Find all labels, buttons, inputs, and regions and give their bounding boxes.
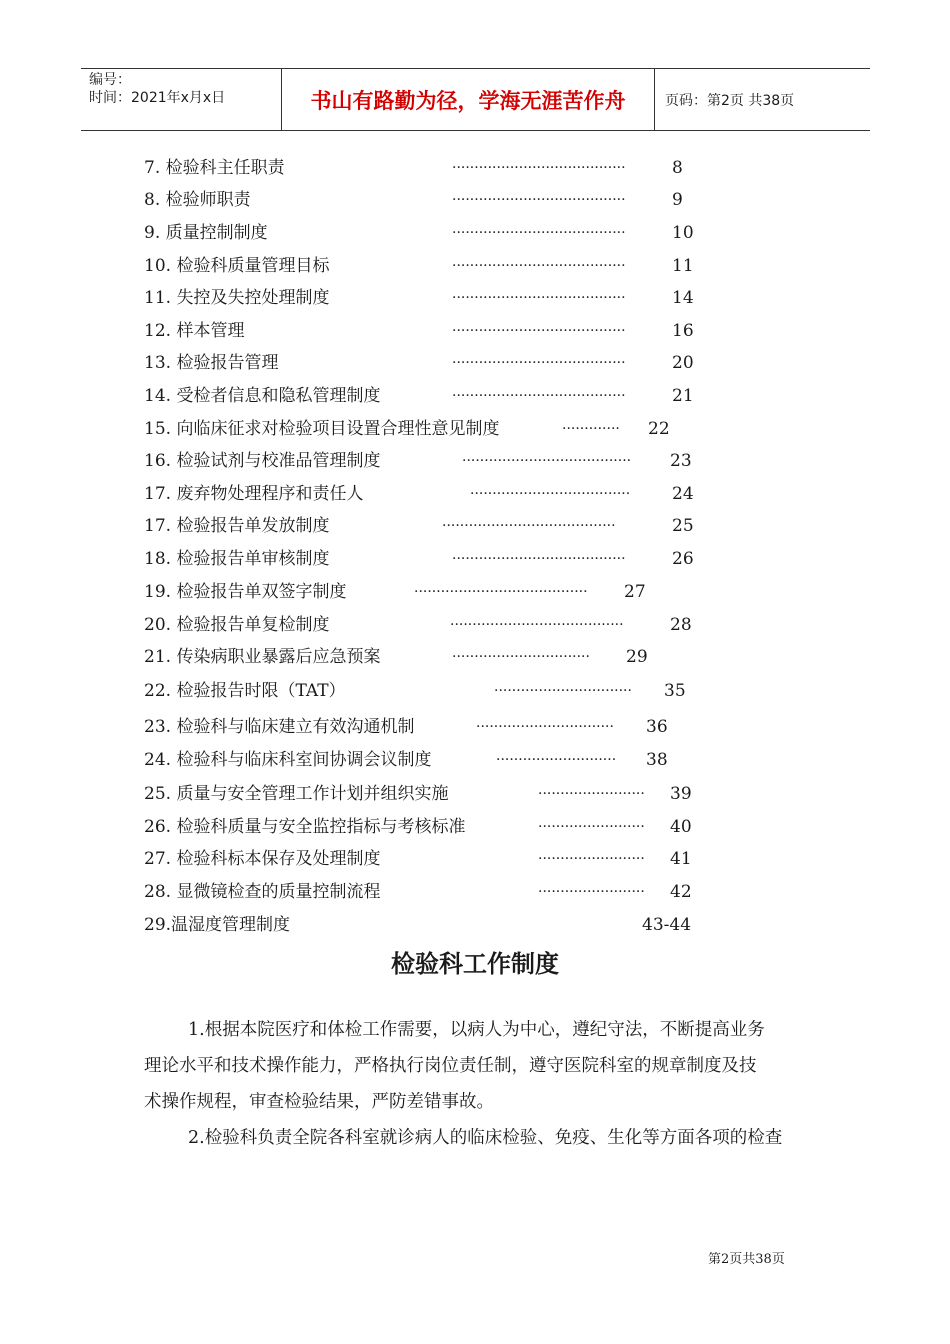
toc-entry-label: 23. 检验科与临床建立有效沟通机制 (144, 717, 415, 737)
toc-entry-label: 19. 检验报告单双签字制度 (144, 582, 347, 602)
toc-entry-page: 35 (664, 681, 686, 701)
toc-entry-page: 23 (670, 451, 692, 471)
toc-leader-dots: ······································· (452, 355, 626, 371)
toc-entry-page: 40 (670, 817, 692, 837)
toc-leader-dots: ······································· (442, 518, 616, 534)
toc-entry-page: 42 (670, 882, 692, 902)
toc-leader-dots: ························ (538, 786, 645, 802)
toc-entry-page: 8 (672, 158, 683, 178)
toc-entry-label: 21. 传染病职业暴露后应急预案 (144, 647, 381, 667)
toc-entry-page: 20 (672, 353, 694, 373)
toc-entry-page: 14 (672, 288, 694, 308)
toc-entry-label: 28. 显微镜检查的质量控制流程 (144, 882, 381, 902)
page-header (81, 68, 870, 131)
number-label: 编号： (89, 72, 131, 88)
toc-leader-dots: ······································· (414, 584, 588, 600)
toc-entry-page: 28 (670, 615, 692, 635)
toc-entry-label: 17. 检验报告单发放制度 (144, 516, 330, 536)
toc-entry-page: 43-44 (642, 915, 692, 935)
header-meta (81, 69, 282, 130)
toc-leader-dots: ··························· (496, 752, 617, 768)
header-motto: 书山有路勤为径，学海无涯苦作舟 (282, 69, 655, 130)
toc-entry-page: 9 (672, 190, 683, 210)
toc-entry-label: 15. 向临床征求对检验项目设置合理性意见制度 (144, 419, 500, 439)
toc-entry-page: 24 (672, 484, 694, 504)
toc-entry-page: 39 (670, 784, 692, 804)
toc-leader-dots: ······································· (452, 323, 626, 339)
section-title: 检验科工作制度 (391, 950, 559, 978)
toc-entry-label: 27. 检验科标本保存及处理制度 (144, 849, 381, 869)
toc-entry-label: 10. 检验科质量管理目标 (144, 256, 330, 276)
toc-leader-dots: ························ (538, 851, 645, 867)
toc-entry-page: 16 (672, 321, 694, 341)
toc-entry-label: 18. 检验报告单审核制度 (144, 549, 330, 569)
toc-entry-label: 24. 检验科与临床科室间协调会议制度 (144, 750, 432, 770)
toc-leader-dots: ······························· (476, 719, 614, 735)
toc-entry-label: 12. 样本管理 (144, 321, 245, 341)
toc-entry-page: 11 (672, 256, 694, 276)
toc-entry-label: 8. 检验师职责 (144, 190, 251, 210)
toc-leader-dots: ························ (538, 884, 645, 900)
toc-leader-dots: ······································· (452, 192, 626, 208)
toc-entry-label: 29.温湿度管理制度 (144, 915, 291, 935)
toc-entry-label: 25. 质量与安全管理工作计划并组织实施 (144, 784, 449, 804)
toc-entry-label: 20. 检验报告单复检制度 (144, 615, 330, 635)
toc-entry-label: 9. 质量控制制度 (144, 223, 268, 243)
toc-entry-page: 29 (626, 647, 648, 667)
paragraph-line: 理论水平和技术操作能力，严格执行岗位责任制，遵守医院科室的规章制度及技 (144, 1056, 757, 1076)
toc-leader-dots: ······························· (494, 683, 632, 699)
toc-entry-page: 10 (672, 223, 694, 243)
toc-leader-dots: ············· (562, 421, 620, 437)
toc-leader-dots: ······································ (462, 453, 632, 469)
toc-entry-page: 41 (670, 849, 692, 869)
toc-entry-page: 38 (646, 750, 668, 770)
page-footer: 第2页共38页 (708, 1252, 785, 1267)
toc-entry-label: 7. 检验科主任职责 (144, 158, 285, 178)
toc-leader-dots: ······························· (452, 649, 590, 665)
paragraph-line: 2.检验科负责全院各科室就诊病人的临床检验、免疫、生化等方面各项的检查 (188, 1128, 783, 1148)
toc-entry-label: 16. 检验试剂与校准品管理制度 (144, 451, 381, 471)
toc-leader-dots: ······································· (452, 388, 626, 404)
toc-entry-label: 13. 检验报告管理 (144, 353, 279, 373)
toc-entry-page: 25 (672, 516, 694, 536)
paragraph-line: 术操作规程，审查检验结果，严防差错事故。 (144, 1092, 494, 1112)
time-label: 时间：2021年x月x日 (89, 90, 226, 106)
paragraph-line: 1.根据本院医疗和体检工作需要，以病人为中心，遵纪守法，不断提高业务 (188, 1020, 765, 1040)
toc-entry-label: 11. 失控及失控处理制度 (144, 288, 330, 308)
toc-entry-label: 17. 废弃物处理程序和责任人 (144, 484, 364, 504)
header-page-info (655, 69, 870, 130)
toc-entry-page: 27 (624, 582, 646, 602)
toc-leader-dots: ······································· (452, 160, 626, 176)
toc-leader-dots: ······································· (452, 551, 626, 567)
toc-entry-page: 22 (648, 419, 670, 439)
toc-leader-dots: ························ (538, 819, 645, 835)
toc-entry-label: 26. 检验科质量与安全监控指标与考核标准 (144, 817, 466, 837)
page-label: 页码：第2页 共38页 (665, 92, 795, 109)
toc-leader-dots: ···································· (470, 486, 631, 502)
toc-leader-dots: ······································· (450, 617, 624, 633)
toc-leader-dots: ······································· (452, 258, 626, 274)
toc-leader-dots: ······································· (452, 225, 626, 241)
toc-entry-page: 36 (646, 717, 668, 737)
toc-leader-dots: ······································· (452, 290, 626, 306)
toc-entry-label: 22. 检验报告时限（TAT） (144, 681, 346, 701)
toc-entry-label: 14. 受检者信息和隐私管理制度 (144, 386, 381, 406)
toc-entry-page: 21 (672, 386, 694, 406)
toc-entry-page: 26 (672, 549, 694, 569)
